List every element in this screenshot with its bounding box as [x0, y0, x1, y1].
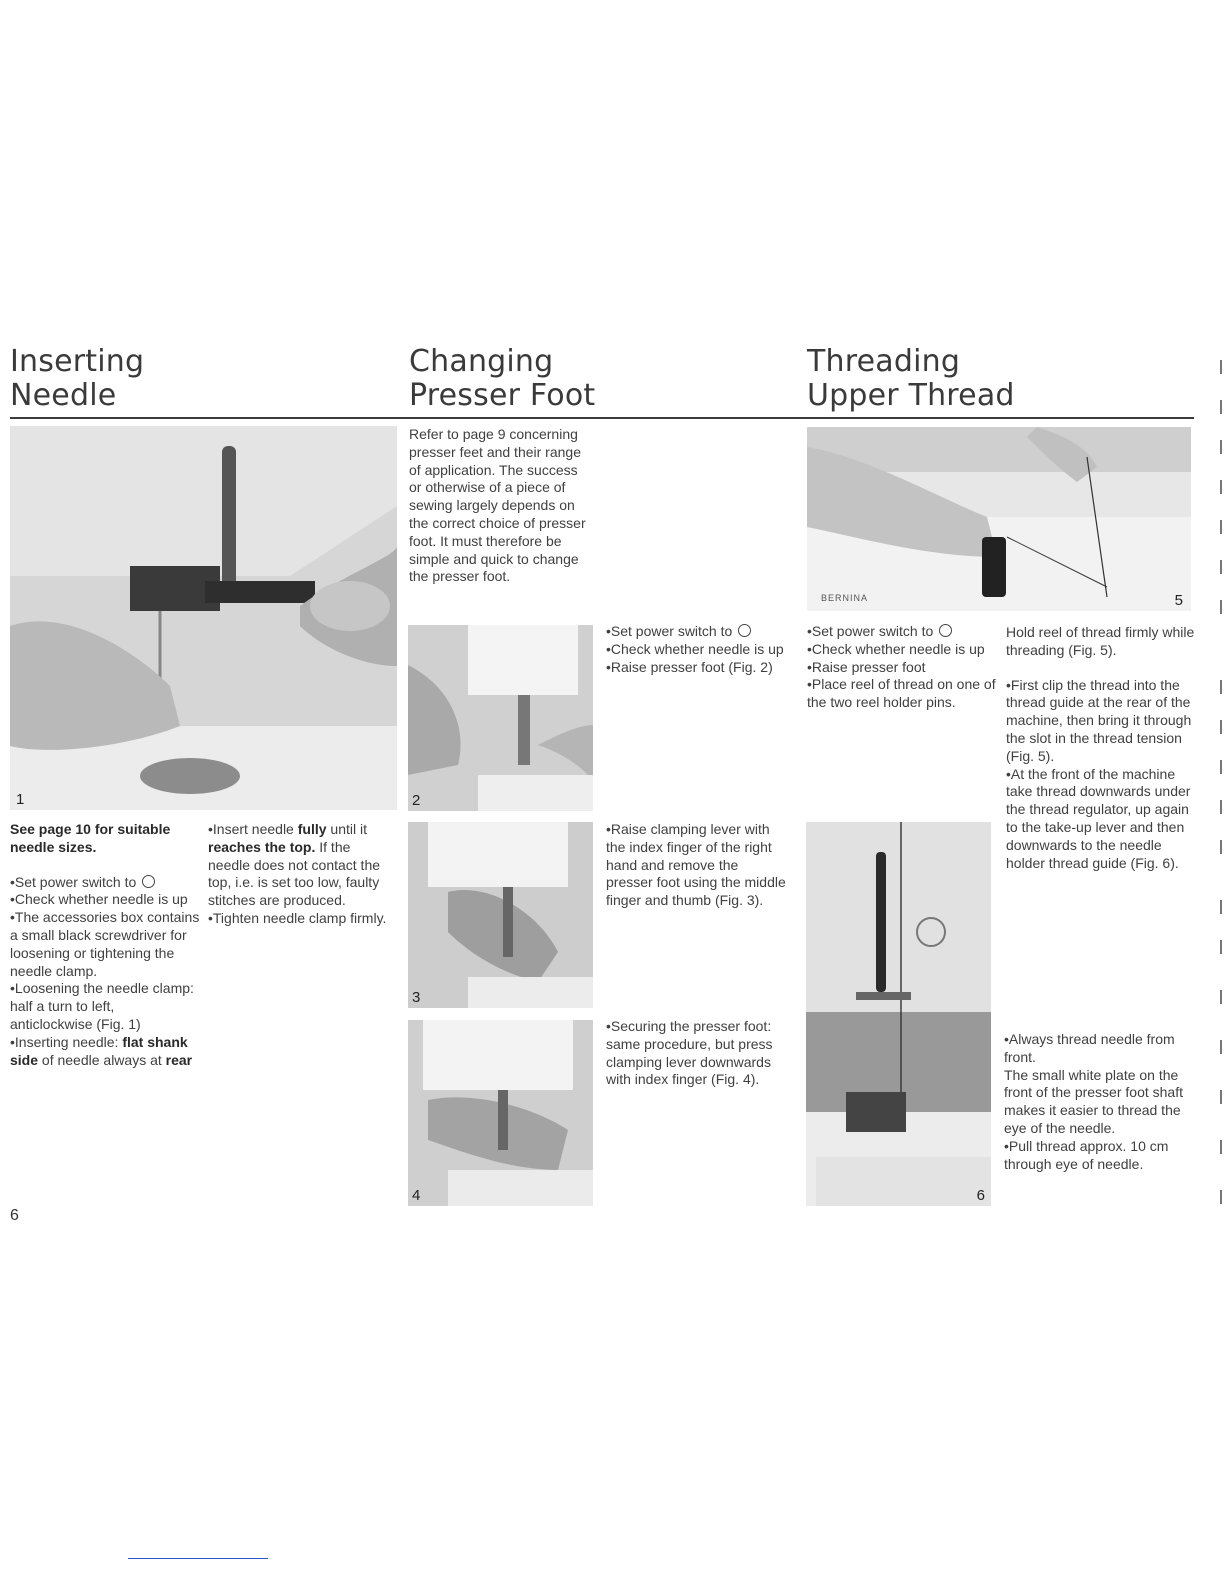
footer-rule: [128, 1558, 268, 1559]
figure-number: 5: [1174, 592, 1183, 609]
instruction-bullet: •Check whether needle is up: [807, 640, 985, 657]
heading-line: Threading: [807, 344, 961, 379]
instruction-bullet: [208, 821, 390, 910]
figure-number: 2: [412, 792, 421, 809]
figure-number: 1: [16, 791, 25, 808]
figure-2-raise-presser-foot: [408, 625, 593, 811]
instruction-bullet: [10, 1034, 200, 1070]
instruction-bullet: •Securing the presser foot: same procedure, but press clamping lever downwards with index finger (Fig. 4).: [606, 1018, 773, 1088]
presser-step-3: [606, 1018, 796, 1089]
instruction-bullet: •Raise presser foot: [807, 658, 926, 675]
instruction-bullet: •Set power switch to: [807, 623, 934, 639]
instruction-bullet: •Check whether needle is up: [606, 640, 784, 657]
instruction-bullet: •The accessories box contains a small black screwdriver for loosening or tightening the needle clamp.: [10, 909, 200, 979]
figure-4-secure-presser-foot: [408, 1020, 593, 1206]
instruction-bullet: •Raise clamping lever with the index finger of the right hand and remove the presser foot using the middle finger and thumb (Fig. 3).: [606, 821, 786, 909]
instruction-bullet: •Pull thread approx. 10 cm through eye of needle.: [1004, 1137, 1169, 1172]
text-run: •Inserting needle:: [10, 1033, 123, 1050]
presser-step-2: [606, 821, 788, 910]
figure-number: 6: [976, 1187, 985, 1204]
heading-line: Needle: [10, 378, 117, 413]
figure-1-needle-insertion: [10, 426, 397, 810]
heading-line: Upper Thread: [807, 378, 1015, 413]
figure-5-thread-reel: [807, 427, 1191, 611]
needle-sizes-note: See page 10 for suitable needle sizes.: [10, 821, 171, 855]
instruction-bullet: •Raise presser foot (Fig. 2): [606, 658, 773, 675]
instruction-bullet: •Set power switch to: [606, 623, 733, 639]
heading-changing-presser-foot: [409, 345, 595, 413]
instruction-bullet: •Tighten needle clamp firmly.: [208, 909, 387, 926]
figure-6-threading-path: [806, 822, 991, 1206]
instruction-bullet: •At the front of the machine take thread downwards under the thread regulator, up again to the take-up lever and then downwards to the needle holder thread guide (Fig. 6).: [1006, 765, 1191, 871]
presser-step-1: [606, 623, 796, 676]
figure-3-remove-presser-foot: [408, 822, 593, 1008]
heading-rule: [10, 417, 1194, 419]
heading-line: Inserting: [10, 344, 145, 379]
text-run: of needle always at: [38, 1051, 166, 1068]
text-run-bold: reaches the top.: [208, 838, 316, 855]
threading-steps-b: [1004, 1031, 1194, 1173]
machine-brand-label: BERNINA: [821, 593, 869, 603]
heading-line: Changing: [409, 344, 554, 379]
threading-prep: [807, 623, 997, 712]
text-run: until it: [326, 821, 367, 837]
instruction-bullet: •First clip the thread into the thread guide at the rear of the machine, then bring it through the slot in the thread tension (Fig. 5).: [1006, 676, 1192, 764]
instruction-bullet: •Place reel of thread on one of the two reel holder pins.: [807, 676, 996, 711]
heading-inserting-needle: [10, 345, 144, 413]
instruction-paragraph: The small white plate on the front of the presser foot shaft makes it easier to thread the eye of the needle.: [1004, 1066, 1183, 1136]
page-number: 6: [10, 1207, 19, 1224]
instruction-paragraph: Hold reel of thread firmly while threading (Fig. 5).: [1006, 624, 1195, 658]
heading-line: Presser Foot: [409, 378, 596, 413]
page-edge-marks: [1216, 360, 1224, 1220]
figure-number: 4: [412, 1187, 421, 1204]
heading-threading-upper-thread: [807, 345, 1015, 413]
presser-foot-intro: [409, 426, 591, 586]
instruction-bullet: •Check whether needle is up: [10, 891, 188, 908]
text-run: If the needle does not contact the top, i.e. is set too low, faulty stitches are produced.: [208, 838, 381, 909]
threading-steps-a: [1006, 624, 1196, 872]
figure-number: 3: [412, 989, 421, 1006]
instruction-bullet: •Set power switch to: [10, 873, 137, 890]
text-run-bold: flat shank side: [10, 1033, 188, 1068]
text-run: •Insert needle: [208, 821, 298, 837]
power-off-symbol-icon: [738, 624, 751, 637]
text-run-bold: rear: [165, 1051, 193, 1068]
text-run-bold: fully: [297, 821, 327, 837]
intro-paragraph: Refer to page 9 concerning presser feet and their range of application. The success or otherwise of a piece of sewing largely depends on the correct choice of presser foot. It must therefore be simple and quick to change the presser foot.: [409, 426, 586, 585]
instruction-bullet: •Always thread needle from front.: [1004, 1031, 1175, 1065]
needle-instructions-col2: [208, 821, 390, 928]
power-off-symbol-icon: [939, 624, 952, 637]
instruction-bullet: •Loosening the needle clamp: half a turn to left, anticlockwise (Fig. 1): [10, 980, 194, 1032]
power-off-symbol-icon: [142, 875, 155, 888]
needle-instructions-col1: [10, 821, 200, 1069]
